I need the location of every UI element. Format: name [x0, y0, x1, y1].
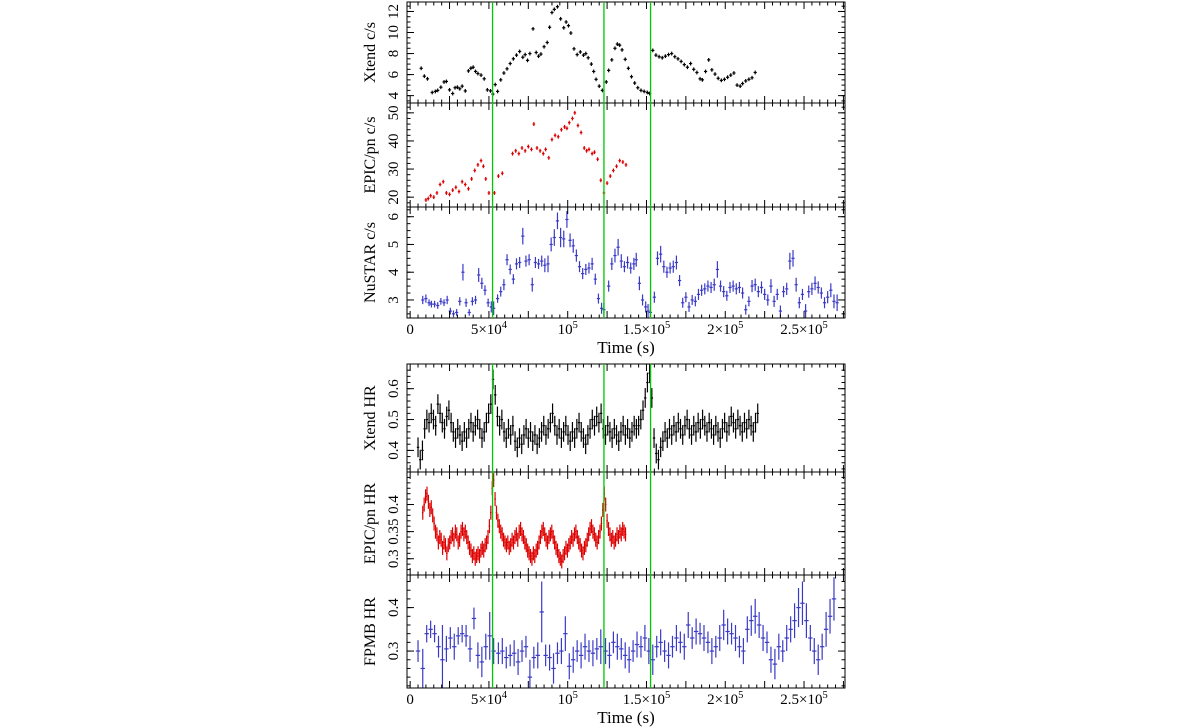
- ylabel-nustar-cs: NuSTAR c/s: [362, 222, 379, 303]
- nustar-cs-data: [421, 211, 839, 321]
- xtick-label: 0: [406, 322, 414, 338]
- xlabel-time-s: Time (s): [597, 708, 655, 727]
- epic-pn-hr-ytick-label: 0.35: [386, 518, 402, 545]
- epic-pn-hr-data: [422, 473, 626, 568]
- observation-interval-lines: [493, 2, 651, 318]
- xtick-label: 0: [406, 692, 414, 708]
- xtend-cs-ytick-label: 6: [386, 70, 402, 79]
- xtick-label: $10^5$: [557, 320, 578, 338]
- fpmb-hr-ytick-label: 0.4: [386, 598, 402, 617]
- epic-pn-cs-ytick-label: 30: [386, 161, 402, 177]
- epic-pn-cs-ytick-label: 20: [386, 189, 402, 205]
- xtick-label: $2.5\times 10^5$: [780, 690, 828, 708]
- xtick-label: $10^5$: [557, 690, 578, 708]
- xtend-cs-ytick-label: 4: [386, 91, 402, 100]
- ylabel-epic-pn-cs: EPIC/pn c/s: [362, 116, 379, 194]
- xtend-hr-ticks: [407, 364, 845, 472]
- xlabel-time-s: Time (s): [597, 338, 655, 357]
- nustar-cs-ytick-label: 4: [386, 268, 402, 276]
- xtend-cs-ytick-label: 8: [386, 49, 402, 58]
- xtend-cs-ticks: [407, 2, 845, 103]
- xtend-hr-ytick-label: 0.6: [386, 379, 402, 399]
- ylabel-epic-pn-hr: EPIC/pn HR: [362, 482, 379, 565]
- xtend-cs-ytick-label: 12: [386, 3, 402, 19]
- xtick-label: $2.5\times 10^5$: [780, 320, 828, 338]
- nustar-cs-ytick-label: 3: [386, 296, 402, 304]
- epic-pn-cs-data: [425, 111, 628, 202]
- epic-pn-cs-frame: [407, 103, 845, 207]
- fpmb-hr-ytick-label: 0.3: [386, 641, 402, 661]
- fpmb-hr-frame: [407, 575, 845, 688]
- ylabel-xtend-cs: Xtend c/s: [362, 22, 379, 83]
- ylabel-fpmb-hr: FPMB HR: [362, 597, 379, 666]
- xtend-cs-data: [420, 5, 757, 96]
- nustar-cs-ytick-label: 6: [386, 212, 402, 221]
- epic-pn-hr-ytick-label: 0.4: [386, 495, 402, 514]
- epic-pn-hr-ytick-label: 0.3: [386, 549, 402, 569]
- xtick-label: $5\times 10^4$: [470, 690, 508, 708]
- xtend-hr-data: [417, 363, 759, 469]
- epic-pn-cs-ytick-label: 40: [386, 133, 402, 149]
- xtend-cs-ytick-label: 10: [386, 25, 402, 41]
- xtend-cs-frame: [407, 2, 845, 103]
- hardness-ratio-figure: [362, 363, 845, 727]
- xtick-label: $2\times 10^5$: [707, 690, 744, 708]
- xtick-label: $5\times 10^4$: [470, 320, 508, 338]
- fpmb-hr-data: [416, 577, 836, 694]
- xtend-hr-frame: [407, 364, 845, 472]
- ylabel-xtend-hr: Xtend HR: [362, 385, 379, 451]
- epic-pn-cs-ticks: [407, 103, 845, 207]
- xtick-label: $1.5\times 10^5$: [622, 690, 671, 708]
- xtend-hr-ytick-label: 0.4: [386, 441, 402, 460]
- xtend-hr-ytick-label: 0.5: [386, 410, 402, 429]
- count-rate-figure: [362, 2, 845, 357]
- xtick-label: $2\times 10^5$: [707, 320, 744, 338]
- epic-pn-cs-ytick-label: 50: [386, 105, 402, 121]
- observation-interval-lines: [493, 364, 651, 688]
- xtick-label: $1.5\times 10^5$: [622, 320, 671, 338]
- fpmb-hr-ticks: [407, 575, 845, 688]
- nustar-cs-ytick-label: 5: [386, 240, 402, 249]
